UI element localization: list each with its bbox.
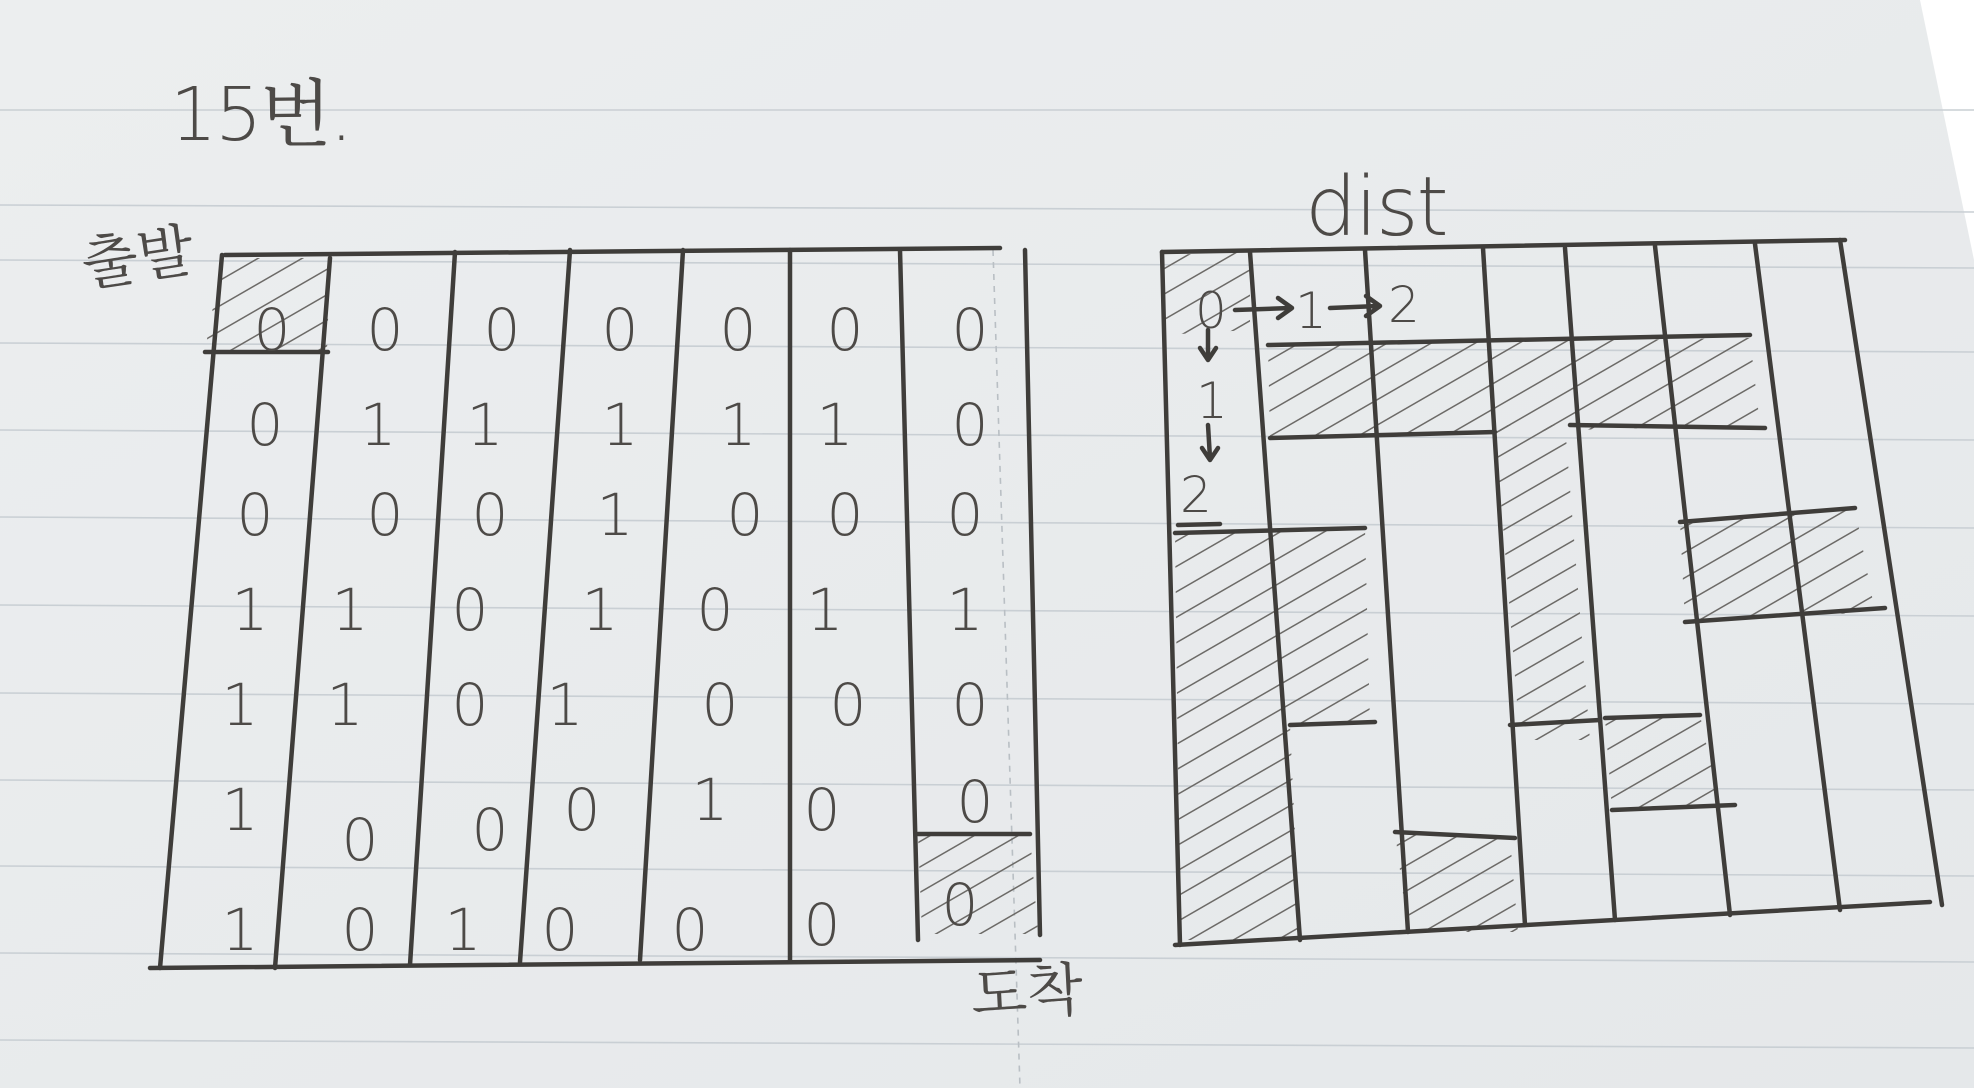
maze-cell-r6-c1: 0 bbox=[341, 896, 379, 964]
dist-down-2-underline bbox=[1178, 524, 1220, 525]
maze-cell-r6-c2: 1 bbox=[444, 896, 482, 964]
page-title: 15번. bbox=[170, 72, 352, 158]
maze-cell-r4-c1: 1 bbox=[326, 671, 364, 739]
dist-shade-row6 bbox=[1395, 832, 1518, 932]
maze-cell-r2-c6: 0 bbox=[946, 481, 984, 549]
maze-cell-r5-c6: 0 bbox=[956, 768, 994, 836]
dist-start-value: 0 bbox=[1195, 282, 1227, 340]
maze-cell-r4-c0: 1 bbox=[221, 671, 259, 739]
maze-cell-r1-c5: 1 bbox=[816, 391, 854, 459]
maze-cell-r3-c1: 1 bbox=[331, 576, 369, 644]
maze-cell-r1-c0: 0 bbox=[246, 391, 284, 459]
dist-shade-right-row3 bbox=[1680, 508, 1875, 622]
maze-cell-r5-c4: 1 bbox=[691, 766, 729, 834]
maze-cell-r4-c3: 1 bbox=[546, 671, 584, 739]
maze-cell-r3-c3: 1 bbox=[581, 576, 619, 644]
maze-cell-r5-c2: 0 bbox=[471, 796, 509, 864]
dist-down-2: 2 bbox=[1180, 466, 1212, 524]
maze-cell-r0-c1: 0 bbox=[366, 296, 404, 364]
maze-cell-r6-c5: 0 bbox=[803, 891, 841, 959]
maze-cell-r0-c5: 0 bbox=[826, 296, 864, 364]
maze-cell-r0-c4: 0 bbox=[719, 296, 757, 364]
maze-cell-r6-c0: 1 bbox=[221, 896, 259, 964]
maze-cell-r1-c1: 1 bbox=[359, 391, 397, 459]
dist-down-1: 1 bbox=[1196, 372, 1228, 430]
maze-cell-r1-c4: 1 bbox=[719, 391, 757, 459]
maze-cell-r5-c3: 0 bbox=[563, 776, 601, 844]
dist-shade-row5 bbox=[1605, 715, 1720, 810]
maze-cell-r5-c5: 0 bbox=[803, 776, 841, 844]
maze-cell-r2-c0: 0 bbox=[236, 481, 274, 549]
maze-cell-r3-c2: 0 bbox=[451, 576, 489, 644]
maze-cell-r4-c5: 0 bbox=[829, 671, 867, 739]
dist-right-1: 1 bbox=[1295, 282, 1327, 340]
maze-cell-r2-c1: 0 bbox=[366, 481, 404, 549]
maze-cell-r3-c0: 1 bbox=[231, 576, 269, 644]
maze-cell-r4-c4: 0 bbox=[701, 671, 739, 739]
maze-cell-r0-c2: 0 bbox=[483, 296, 521, 364]
maze-cell-r3-c5: 1 bbox=[806, 576, 844, 644]
maze-cell-r3-c6: 1 bbox=[946, 576, 984, 644]
end-label: 도착 bbox=[969, 955, 1085, 1029]
maze-cell-r4-c2: 0 bbox=[451, 671, 489, 739]
dist-shade-row1 bbox=[1268, 338, 1760, 438]
maze-cell-r0-c6: 0 bbox=[951, 296, 989, 364]
maze-cell-r2-c2: 0 bbox=[471, 481, 509, 549]
maze-cell-r3-c4: 0 bbox=[696, 576, 734, 644]
dist-title: dist bbox=[1305, 160, 1447, 255]
maze-cell-r5-c0: 1 bbox=[221, 776, 259, 844]
maze-cell-r6-c6: 0 bbox=[941, 871, 979, 939]
maze-cell-r6-c3: 0 bbox=[541, 896, 579, 964]
maze-cell-r6-c4: 0 bbox=[671, 896, 709, 964]
maze-cell-r2-c3: 1 bbox=[596, 481, 634, 549]
maze-cell-r2-c4: 0 bbox=[726, 481, 764, 549]
maze-cell-r5-c1: 0 bbox=[341, 806, 379, 874]
maze-cell-r1-c2: 1 bbox=[466, 391, 504, 459]
maze-cell-r1-c3: 1 bbox=[601, 391, 639, 459]
maze-cell-r1-c6: 0 bbox=[951, 391, 989, 459]
maze-cell-r2-c5: 0 bbox=[826, 481, 864, 549]
maze-cell-r4-c6: 0 bbox=[951, 671, 989, 739]
start-label: 출발 bbox=[77, 215, 198, 299]
dist-right-2: 2 bbox=[1388, 276, 1420, 334]
maze-cell-r0-c0: 0 bbox=[253, 296, 291, 364]
maze-cell-r0-c3: 0 bbox=[601, 296, 639, 364]
